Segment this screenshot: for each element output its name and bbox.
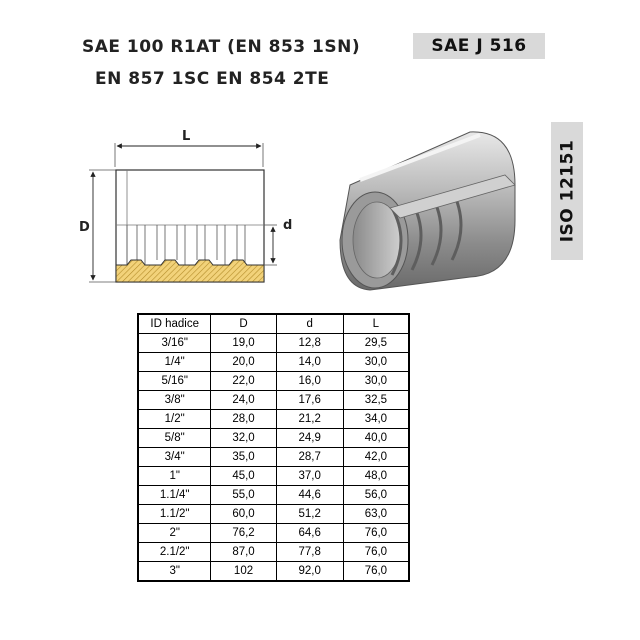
cell-id: 3/8"	[138, 391, 211, 410]
cell-L: 30,0	[343, 353, 409, 372]
cell-L: 29,5	[343, 334, 409, 353]
cell-D: 19,0	[211, 334, 276, 353]
iso-standard-badge	[551, 122, 583, 260]
cell-id: 1.1/4"	[138, 486, 211, 505]
cell-L: 34,0	[343, 410, 409, 429]
table-row	[138, 505, 409, 524]
ferrule-dimensions-table	[137, 313, 410, 582]
cell-d: 44,6	[276, 486, 343, 505]
cell-L: 30,0	[343, 372, 409, 391]
cell-D: 76,2	[211, 524, 276, 543]
cell-D: 55,0	[211, 486, 276, 505]
cell-id: 3/4"	[138, 448, 211, 467]
cell-id: 5/8"	[138, 429, 211, 448]
cell-d: 14,0	[276, 353, 343, 372]
cell-D: 20,0	[211, 353, 276, 372]
cell-id: 1"	[138, 467, 211, 486]
cell-L: 76,0	[343, 524, 409, 543]
header-D: D	[211, 314, 276, 334]
cell-id: 2"	[138, 524, 211, 543]
cell-id: 3"	[138, 562, 211, 582]
cell-id: 2.1/2"	[138, 543, 211, 562]
cell-d: 21,2	[276, 410, 343, 429]
title-standard-line-1: SAE 100 R1AT (EN 853 1SN)	[82, 37, 361, 57]
cell-id: 1/4"	[138, 353, 211, 372]
cell-id: 1.1/2"	[138, 505, 211, 524]
cell-d: 37,0	[276, 467, 343, 486]
cell-D: 102	[211, 562, 276, 582]
cell-d: 12,8	[276, 334, 343, 353]
ferrule-technical-drawing	[75, 125, 305, 285]
cell-L: 48,0	[343, 467, 409, 486]
dimension-label-D: D	[79, 220, 90, 235]
cell-D: 28,0	[211, 410, 276, 429]
ferrule-3d-illustration	[330, 110, 530, 300]
cell-d: 77,8	[276, 543, 343, 562]
table-row	[138, 562, 409, 582]
cell-D: 24,0	[211, 391, 276, 410]
cell-L: 76,0	[343, 562, 409, 582]
table-row	[138, 353, 409, 372]
cell-L: 63,0	[343, 505, 409, 524]
table-header-row	[138, 314, 409, 334]
cell-D: 45,0	[211, 467, 276, 486]
cell-d: 51,2	[276, 505, 343, 524]
table-row	[138, 543, 409, 562]
cell-d: 16,0	[276, 372, 343, 391]
table-row	[138, 486, 409, 505]
dimension-label-d: d	[283, 218, 293, 233]
table-row	[138, 467, 409, 486]
cell-d: 28,7	[276, 448, 343, 467]
title-standard-line-2: EN 857 1SC EN 854 2TE	[95, 69, 330, 89]
cell-id: 5/16"	[138, 372, 211, 391]
table-row	[138, 448, 409, 467]
header-id-hadice: ID hadice	[138, 314, 211, 334]
cell-L: 40,0	[343, 429, 409, 448]
table-row	[138, 334, 409, 353]
header-L: L	[343, 314, 409, 334]
cell-L: 32,5	[343, 391, 409, 410]
cell-D: 35,0	[211, 448, 276, 467]
header-d: d	[276, 314, 343, 334]
cell-id: 3/16"	[138, 334, 211, 353]
cell-D: 87,0	[211, 543, 276, 562]
table-row	[138, 391, 409, 410]
cell-d: 17,6	[276, 391, 343, 410]
cell-d: 24,9	[276, 429, 343, 448]
cell-D: 22,0	[211, 372, 276, 391]
sae-standard-badge: SAE J 516	[413, 33, 545, 59]
cell-L: 56,0	[343, 486, 409, 505]
table-row	[138, 524, 409, 543]
cell-d: 64,6	[276, 524, 343, 543]
cell-id: 1/2"	[138, 410, 211, 429]
table-row	[138, 372, 409, 391]
cell-D: 60,0	[211, 505, 276, 524]
cell-d: 92,0	[276, 562, 343, 582]
cell-L: 42,0	[343, 448, 409, 467]
cell-L: 76,0	[343, 543, 409, 562]
cell-D: 32,0	[211, 429, 276, 448]
iso-badge-label: ISO 12151	[557, 139, 577, 243]
table-row	[138, 410, 409, 429]
table-row	[138, 429, 409, 448]
dimension-label-L: L	[182, 129, 191, 144]
